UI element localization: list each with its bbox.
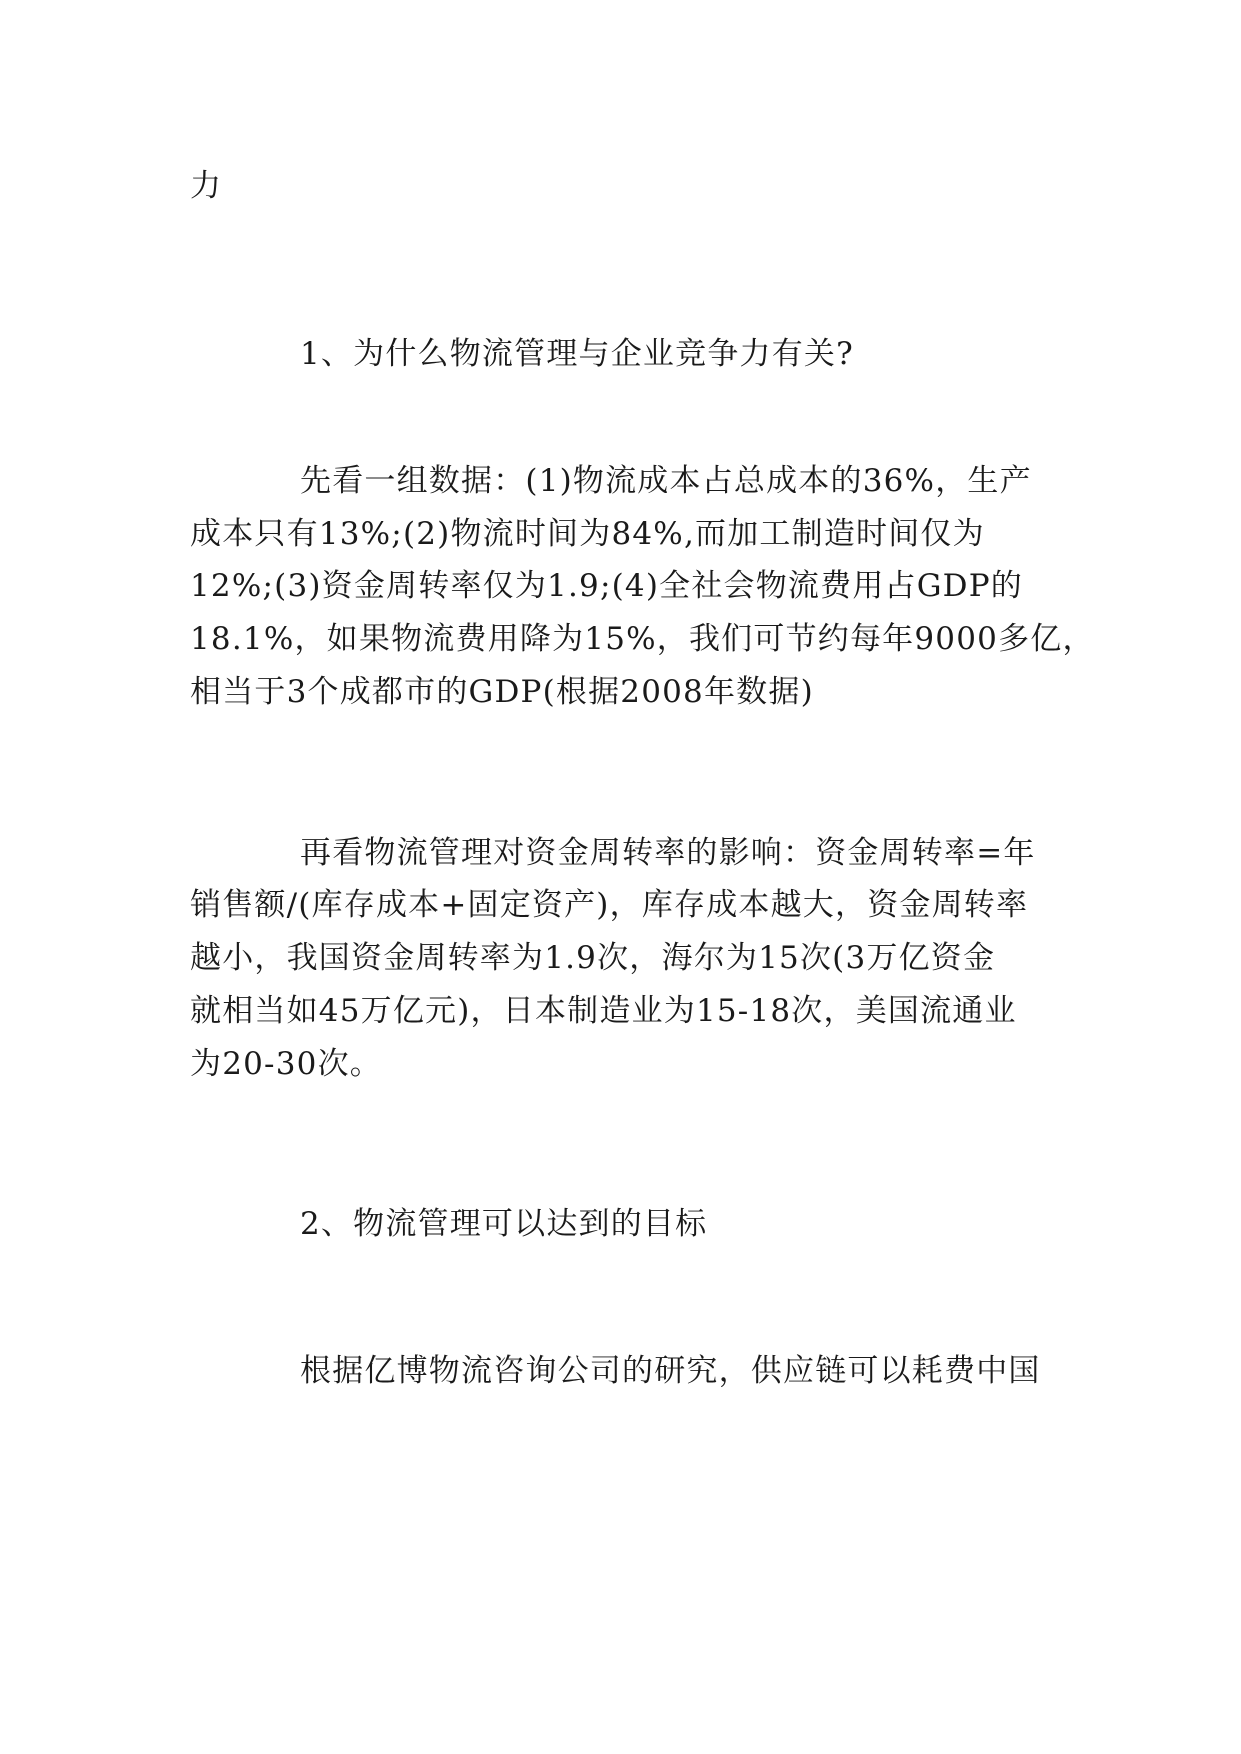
section-heading-1: 1、为什么物流管理与企业竞争力有关? [300,336,854,372]
paragraph-2-line-3: 越小，我国资金周转率为1.9次，海尔为15次(3万亿资金 [190,940,996,976]
paragraph-1-line-1: 先看一组数据：(1)物流成本占总成本的36%，生产 [300,463,1032,499]
paragraph-1-line-3: 12%;(3)资金周转率仅为1.9;(4)全社会物流费用占GDP的 [190,568,1023,604]
section-heading-2: 2、物流管理可以达到的目标 [300,1206,708,1242]
paragraph-2-line-5: 为20-30次。 [190,1046,382,1082]
paragraph-3-line-1: 根据亿博物流咨询公司的研究，供应链可以耗费中国 [300,1353,1041,1389]
paragraph-1-line-2: 成本只有13%;(2)物流时间为84%,而加工制造时间仅为 [190,516,985,552]
paragraph-1-line-4: 18.1%，如果物流费用降为15%，我们可节约每年9000多亿， [190,621,1095,657]
text-line-continuation: 力 [190,168,223,204]
paragraph-1-line-5: 相当于3个成都市的GDP(根据2008年数据) [190,674,814,710]
paragraph-2-line-2: 销售额/(库存成本+固定资产)，库存成本越大，资金周转率 [190,887,1029,923]
paragraph-2-line-4: 就相当如45万亿元)，日本制造业为15-18次，美国流通业 [190,993,1017,1029]
paragraph-2-line-1: 再看物流管理对资金周转率的影响：资金周转率=年 [300,835,1036,871]
